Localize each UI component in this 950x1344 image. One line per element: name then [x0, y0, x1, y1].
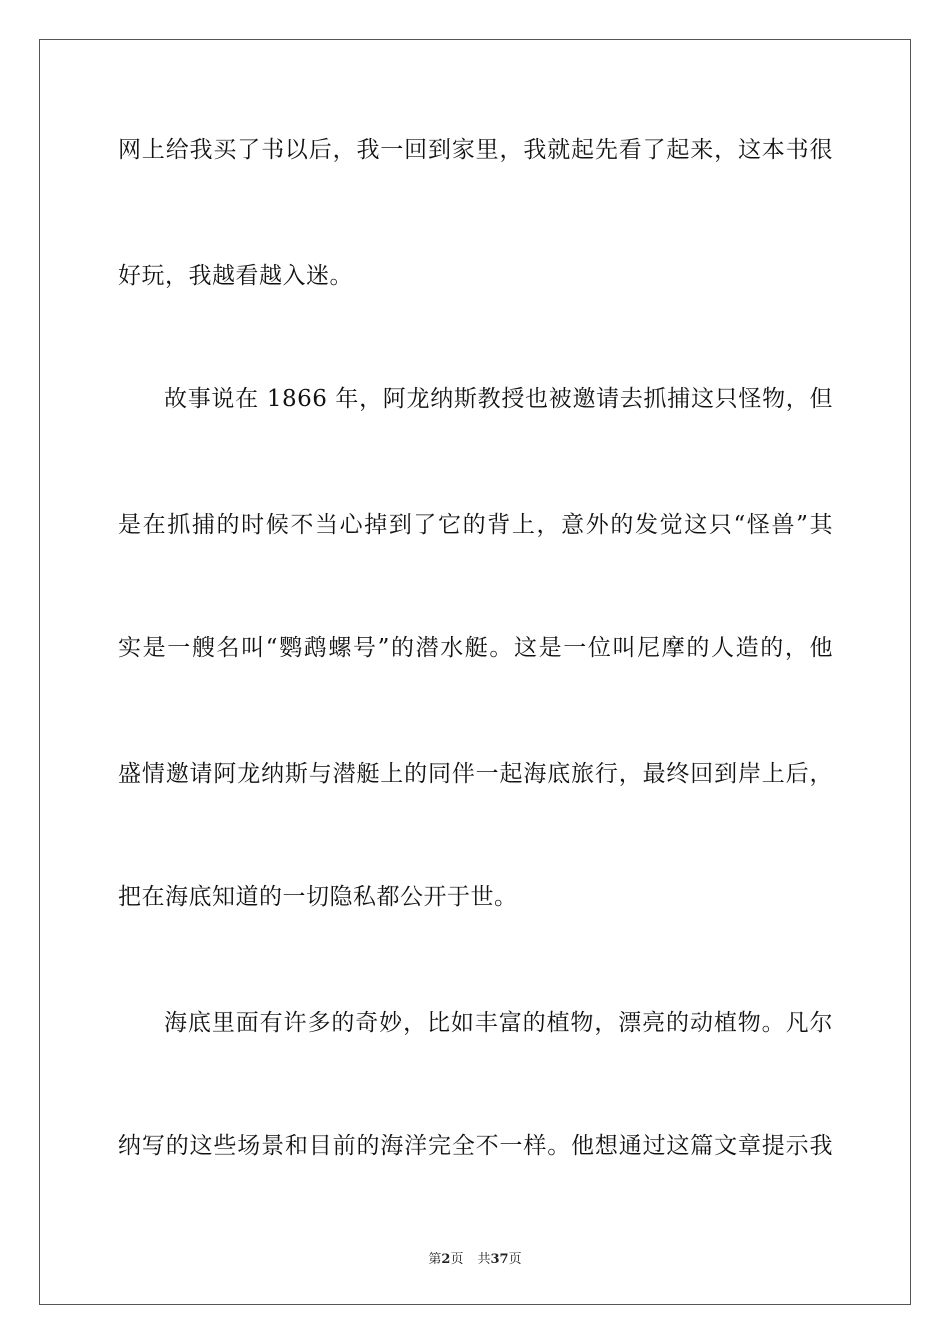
paragraph-start-line: 故事说在 1866 年，阿龙纳斯教授也被邀请去抓捕这只怪物，但 — [164, 386, 833, 412]
text-line: 网上给我买了书以后，我一回到家里，我就起先看了起来，这本书很 — [118, 137, 833, 163]
total-prefix: 共 — [477, 1252, 491, 1267]
page-suffix: 页 — [450, 1252, 464, 1267]
page-footer — [0, 1248, 950, 1267]
page-prefix: 第 — [428, 1252, 442, 1267]
total-pages-number: 37 — [490, 1252, 509, 1267]
text-line: 好玩，我越看越入迷。 — [118, 263, 353, 289]
text-line: 把在海底知道的一切隐私都公开于世。 — [118, 884, 518, 910]
total-suffix: 页 — [508, 1252, 522, 1267]
paragraph-start-line: 海底里面有许多的奇妙，比如丰富的植物，漂亮的动植物。凡尔 — [164, 1010, 833, 1036]
text-line: 纳写的这些场景和目前的海洋完全不一样。他想通过这篇文章提示我 — [118, 1133, 833, 1159]
current-page-number: 2 — [441, 1252, 451, 1267]
text-line: 实是一艘名叫“鹦鹉螺号”的潜水艇。这是一位叫尼摩的人造的，他 — [118, 635, 833, 661]
text-line: 盛情邀请阿龙纳斯与潜艇上的同伴一起海底旅行，最终回到岸上后， — [118, 761, 833, 787]
page-border — [39, 39, 911, 1305]
text-line: 是在抓捕的时候不当心掉到了它的背上，意外的发觉这只“怪兽”其 — [118, 512, 833, 538]
